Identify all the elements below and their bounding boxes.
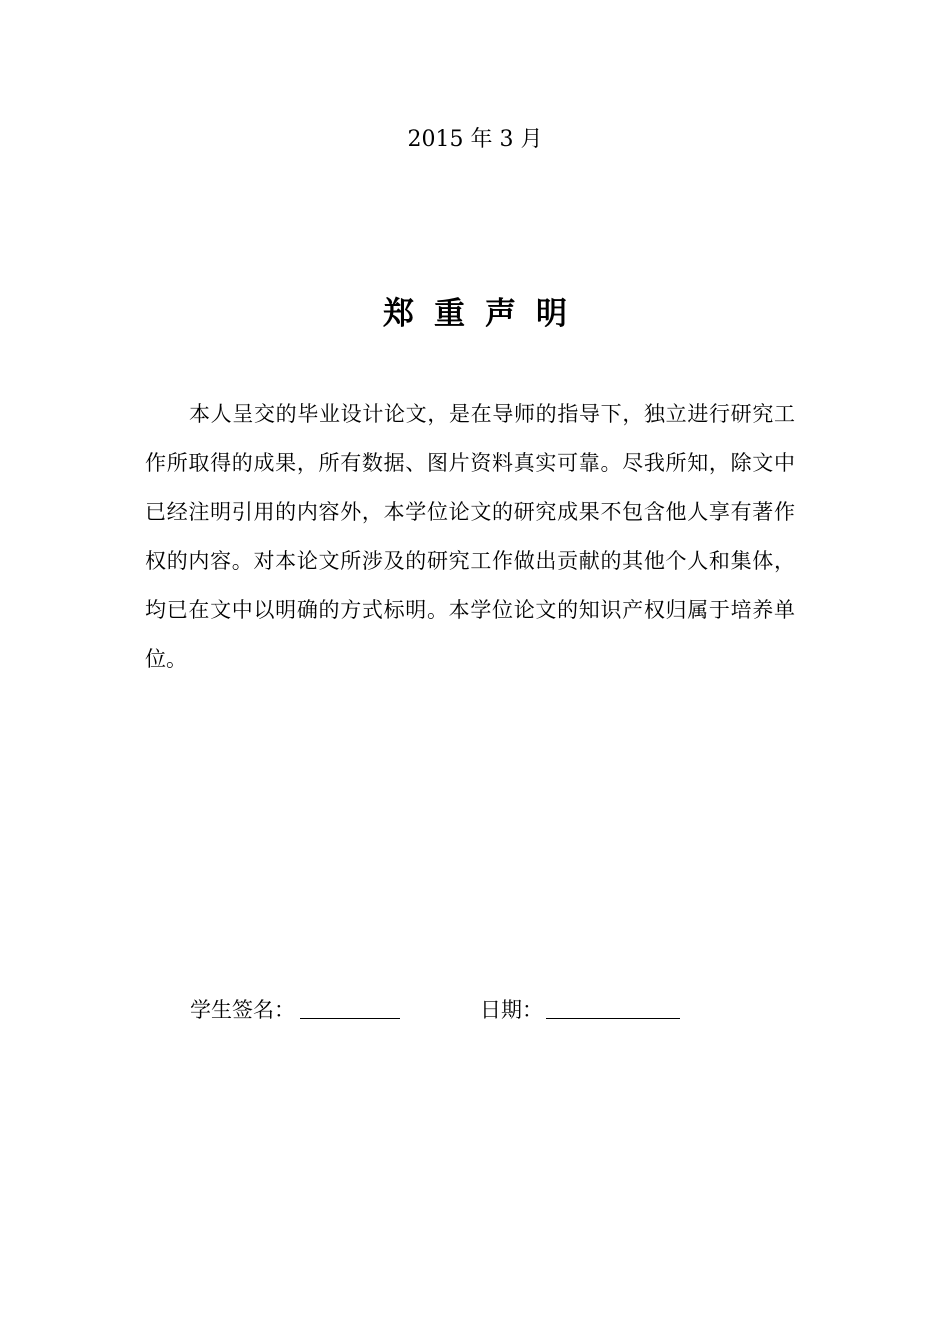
declaration-body: 本人呈交的毕业设计论文，是在导师的指导下，独立进行研究工作所取得的成果，所有数据、图片资料真实可靠。尽我所知，除文中已经注明引用的内容外，本学位论文的研究成果不包含他人享有著作权的内容。对本论文所涉及的研究工作做出贡献的其他个人和集体，均已在文中以明确的方式标明。本学位论文的知识产权归属于培养单位。: [145, 402, 795, 671]
declaration-title: 郑重声明: [383, 296, 587, 332]
signature-date-label: 日期：: [480, 998, 543, 1022]
student-signature-line: [300, 1018, 400, 1019]
signature-row: [190, 992, 810, 1028]
student-signature-label: 学生签名：: [190, 998, 295, 1022]
submission-date: 2015 年 3 月: [407, 127, 543, 152]
signature-date-line: [546, 1018, 680, 1019]
